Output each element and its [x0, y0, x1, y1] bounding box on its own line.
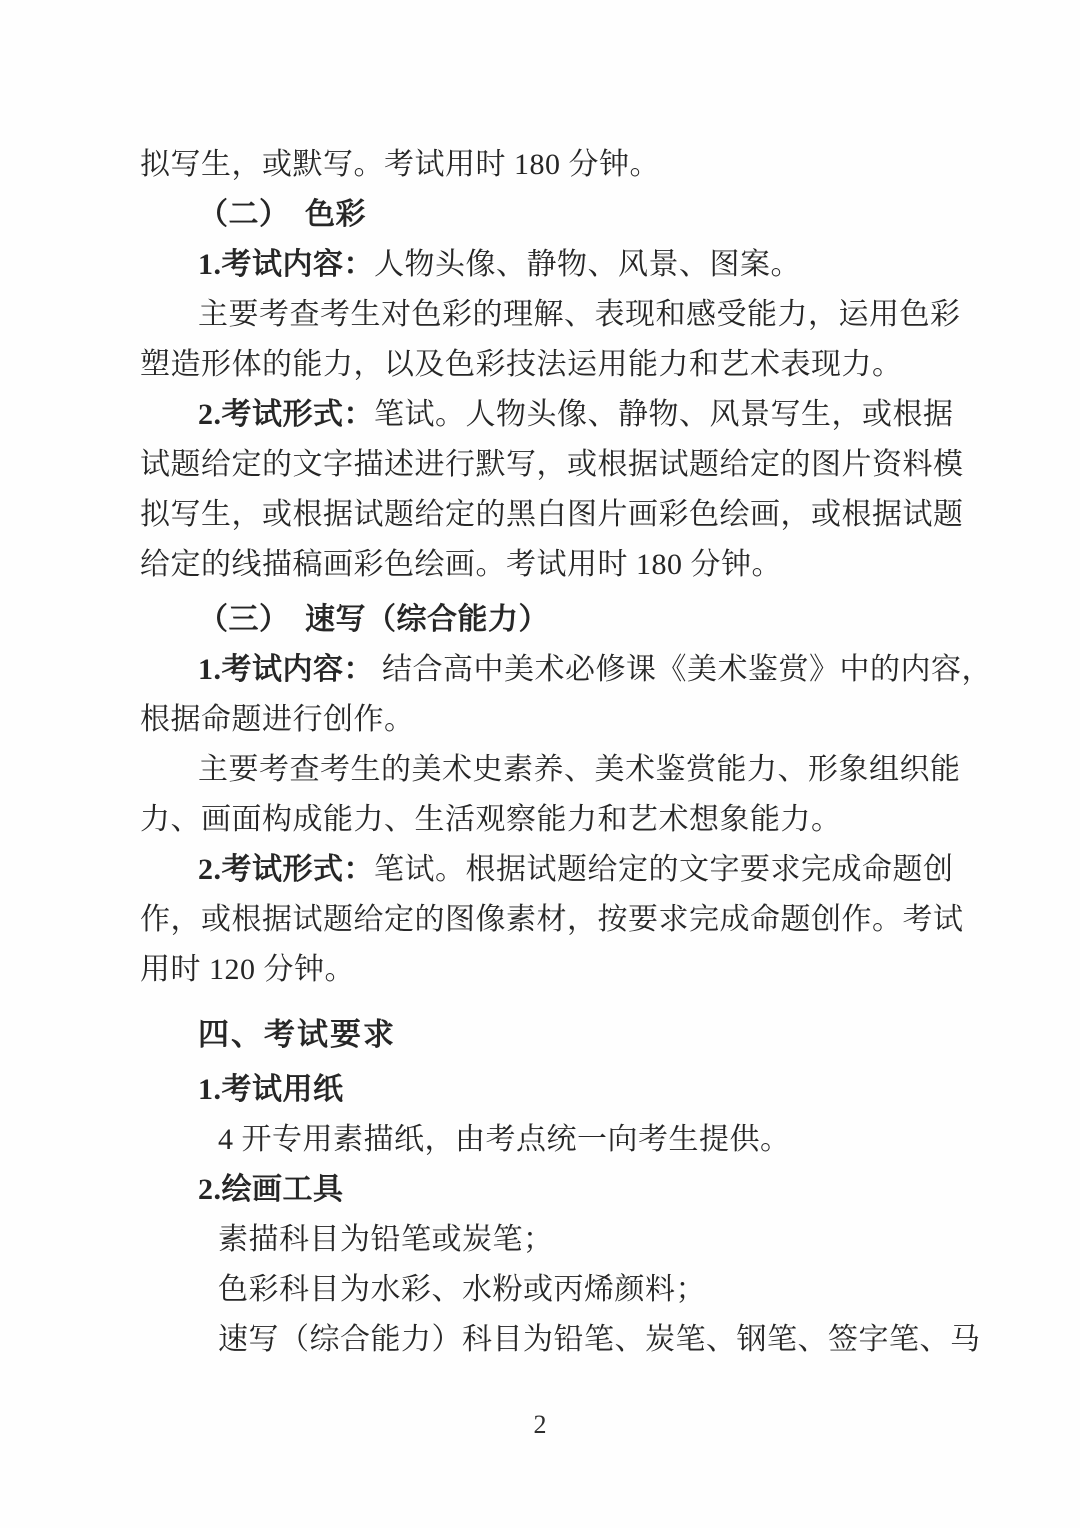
text-segment: 2.绘画工具 — [198, 1173, 344, 1206]
document-line — [140, 240, 952, 290]
text-segment: （二） 色彩 — [198, 198, 366, 231]
document-line — [140, 1265, 952, 1315]
text-segment: 四、考试要求 — [198, 1017, 396, 1052]
text-segment: 1.考试用纸 — [198, 1073, 344, 1106]
text-segment: 色彩科目为水彩、水粉或丙烯颜料； — [218, 1273, 706, 1306]
document-line — [140, 340, 952, 390]
text-segment: 1.考试内容： — [198, 248, 374, 281]
document-heading-line — [140, 190, 952, 240]
document-line — [140, 645, 992, 695]
document-line — [140, 1315, 981, 1365]
document-line — [140, 795, 952, 845]
text-segment: 主要考查考生对色彩的理解、表现和感受能力，运用色彩 — [198, 298, 961, 331]
text-segment: 1.考试内容： — [198, 653, 374, 686]
text-segment: 用时 120 分钟。 — [140, 953, 355, 986]
document-line — [140, 1215, 952, 1265]
text-segment: 试题给定的文字描述进行默写，或根据试题给定的图片资料模 — [140, 448, 964, 481]
text-segment: 素描科目为铅笔或炭笔； — [218, 1223, 554, 1256]
page-number: 2 — [533, 1410, 547, 1439]
text-segment: 根据命题进行创作。 — [140, 703, 415, 736]
text-segment: （三） 速写（综合能力） — [198, 603, 549, 636]
document-line — [140, 390, 952, 440]
text-segment: 笔试。人物头像、静物、风景写生，或根据 — [374, 398, 954, 431]
document-heading-line — [140, 1065, 952, 1115]
document-line — [140, 440, 964, 490]
document-body — [140, 140, 992, 1365]
text-segment: 2.考试形式： — [198, 398, 374, 431]
document-line — [140, 695, 952, 745]
text-segment: 2.考试形式： — [198, 853, 374, 886]
text-segment: 人物头像、静物、风景、图案。 — [374, 248, 801, 281]
document-heading-line — [140, 595, 952, 645]
text-segment: 笔试。根据试题给定的文字要求完成命题创 — [374, 853, 954, 886]
document-line — [140, 140, 952, 190]
document-line — [140, 1115, 952, 1165]
text-segment: 拟写生，或根据试题给定的黑白图片画彩色绘画，或根据试题 — [140, 498, 964, 531]
document-heading-line — [140, 1165, 952, 1215]
document-line — [140, 290, 961, 340]
document-line — [140, 845, 952, 895]
text-segment: 结合高中美术必修课《美术鉴赏》中的内容， — [374, 653, 992, 686]
document-line — [140, 540, 952, 590]
text-segment: 主要考查考生的美术史素养、美术鉴赏能力、形象组织能 — [198, 753, 961, 786]
document-line — [140, 490, 964, 540]
text-segment: 拟写生，或默写。考试用时 180 分钟。 — [140, 148, 660, 181]
text-segment: 速写（综合能力）科目为铅笔、炭笔、钢笔、签字笔、马 — [218, 1323, 981, 1356]
text-segment: 塑造形体的能力，以及色彩技法运用能力和艺术表现力。 — [140, 348, 903, 381]
text-segment: 作，或根据试题给定的图像素材，按要求完成命题创作。考试 — [140, 903, 964, 936]
text-segment: 力、画面构成能力、生活观察能力和艺术想象能力。 — [140, 803, 842, 836]
document-line — [140, 945, 952, 995]
text-segment: 4 开专用素描纸，由考点统一向考生提供。 — [218, 1123, 791, 1156]
document-line — [140, 895, 964, 945]
document-line — [140, 745, 961, 795]
text-segment: 给定的线描稿画彩色绘画。考试用时 180 分钟。 — [140, 548, 782, 581]
document-heading-line — [140, 1010, 952, 1060]
